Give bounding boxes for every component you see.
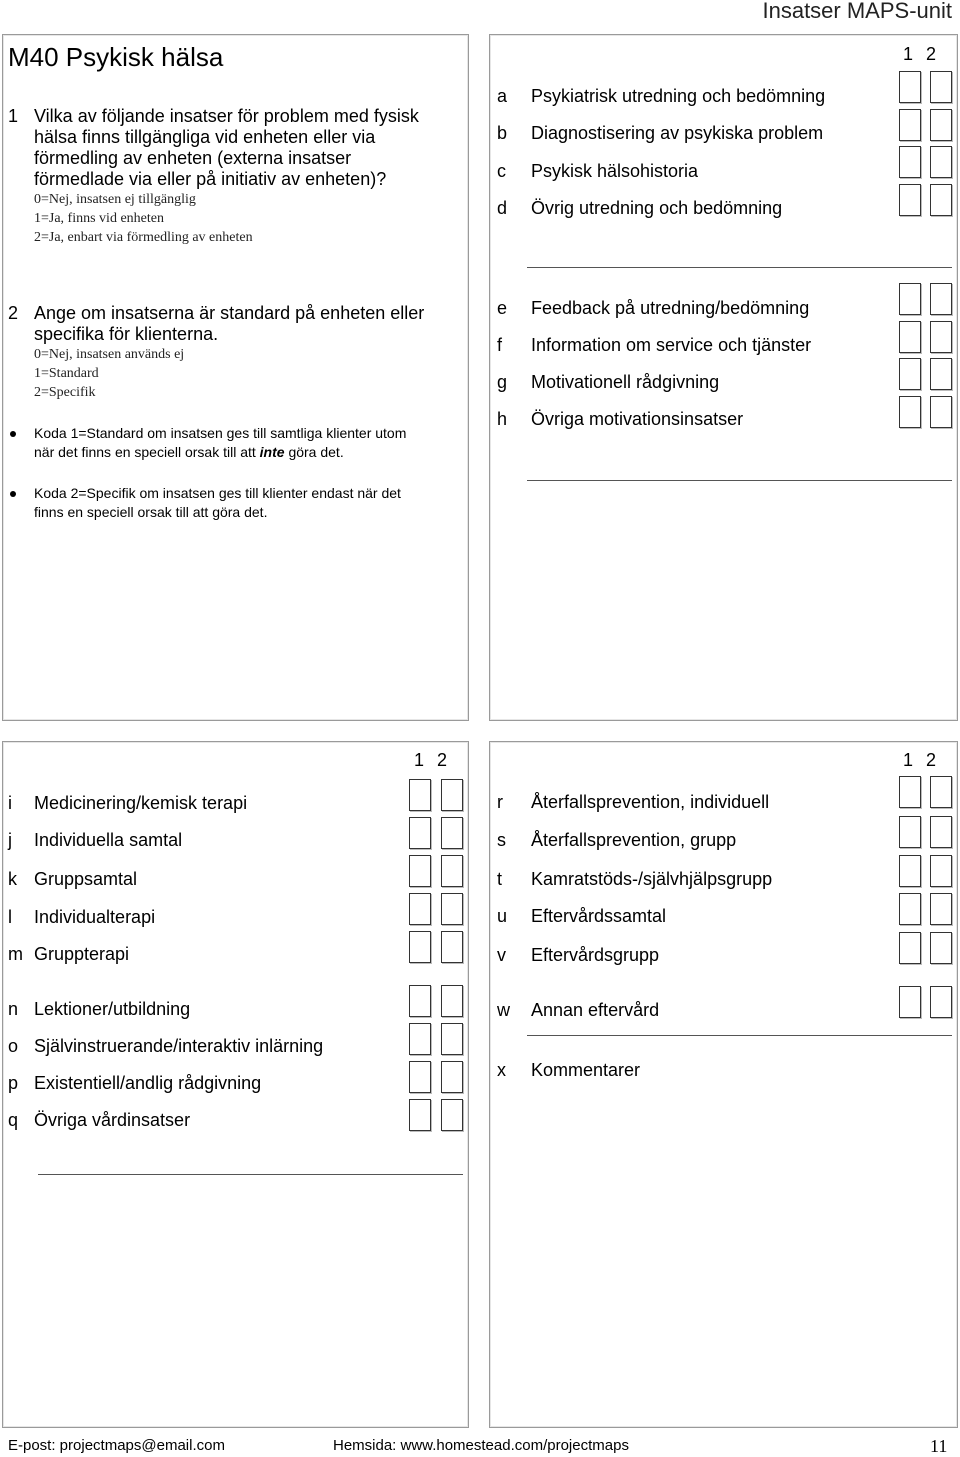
answer-box[interactable] [409,817,431,849]
answer-box[interactable] [409,779,431,811]
question-2-code: 2=Specifik [34,385,96,400]
answer-box[interactable] [409,1099,431,1131]
answer-box[interactable] [930,932,952,964]
section-title: M40 Psykisk hälsa [8,42,224,72]
answer-box[interactable] [441,779,463,811]
answer-box[interactable] [899,816,921,848]
question-1-line: förmedling av enheten (externa insatser [34,148,352,168]
answer-box[interactable] [899,184,921,216]
question-2-code: 1=Standard [34,366,99,381]
answer-box[interactable] [930,396,952,428]
bullet-icon [10,431,16,437]
answer-box[interactable] [899,321,921,353]
answer-box[interactable] [899,396,921,428]
answer-box[interactable] [409,1023,431,1055]
answer-box[interactable] [899,109,921,141]
answer-box[interactable] [441,855,463,887]
answer-box[interactable] [930,816,952,848]
answer-box[interactable] [409,893,431,925]
answer-box[interactable] [441,1023,463,1055]
separator-line [527,267,952,268]
answer-box[interactable] [899,932,921,964]
answer-box[interactable] [930,321,952,353]
answer-box[interactable] [930,776,952,808]
question-1-line: förmedlade via eller på initiativ av enheten)? [34,169,387,189]
question-1-code: 0=Nej, insatsen ej tillgänglig [34,192,196,207]
answer-box[interactable] [409,855,431,887]
column-header: 1 2 [414,750,448,770]
answer-box[interactable] [930,893,952,925]
answer-box[interactable] [930,855,952,887]
answer-box[interactable] [930,109,952,141]
answer-box[interactable] [899,146,921,178]
answer-box[interactable] [899,855,921,887]
footer-homepage: Hemsida: www.homestead.com/projectmaps [333,1437,629,1454]
answer-box[interactable] [930,358,952,390]
bullet-icon [10,491,16,497]
column-header: 1 2 [903,44,937,64]
question-1-number: 1 [8,106,19,126]
answer-box[interactable] [899,776,921,808]
question-1-code: 1=Ja, finns vid enheten [34,211,164,226]
question-1 [8,106,463,256]
emphasis-inte: inte [259,444,285,460]
answer-box[interactable] [441,1061,463,1093]
answer-box[interactable] [441,985,463,1017]
separator-line [527,1035,952,1036]
answer-box[interactable] [899,71,921,103]
question-2-number: 2 [8,303,19,323]
page-header-title: Insatser MAPS-unit [762,0,952,23]
coding-note-specific: Koda 2=Specifik om insatsen ges till klienter endast när det finns en speciell orsak till att göra det. [34,485,401,520]
separator-line [38,1174,463,1175]
answer-box[interactable] [899,358,921,390]
answer-box[interactable] [409,985,431,1017]
question-2-line: Ange om insatserna är standard på enheten eller [34,303,425,323]
question-2-line: specifika för klienterna. [34,324,219,344]
page-number: 11 [930,1436,948,1456]
question-1-code: 2=Ja, enbart via förmedling av enheten [34,230,253,245]
answer-box[interactable] [899,893,921,925]
question-2-code: 0=Nej, insatsen används ej [34,347,185,362]
separator-line [527,480,952,481]
footer-email: E-post: projectmaps@email.com [8,1437,225,1454]
answer-box[interactable] [930,146,952,178]
answer-box[interactable] [930,283,952,315]
answer-box[interactable] [441,817,463,849]
column-header: 1 2 [903,750,937,770]
answer-box[interactable] [930,184,952,216]
answer-box[interactable] [441,1099,463,1131]
answer-box[interactable] [930,71,952,103]
answer-box[interactable] [899,283,921,315]
coding-note-standard: Koda 1=Standard om insatsen ges till samtliga klienter utom när det finns en speciell orsak till att inte göra det. [34,425,407,460]
question-1-line: Vilka av följande insatser för problem med fysisk [34,106,419,126]
answer-box[interactable] [409,1061,431,1093]
question-2 [8,303,463,413]
answer-box[interactable] [899,986,921,1018]
answer-box[interactable] [441,931,463,963]
answer-box[interactable] [441,893,463,925]
answer-box[interactable] [930,986,952,1018]
question-1-line: hälsa finns tillgängliga vid enheten eller via [34,127,376,147]
answer-box[interactable] [409,931,431,963]
